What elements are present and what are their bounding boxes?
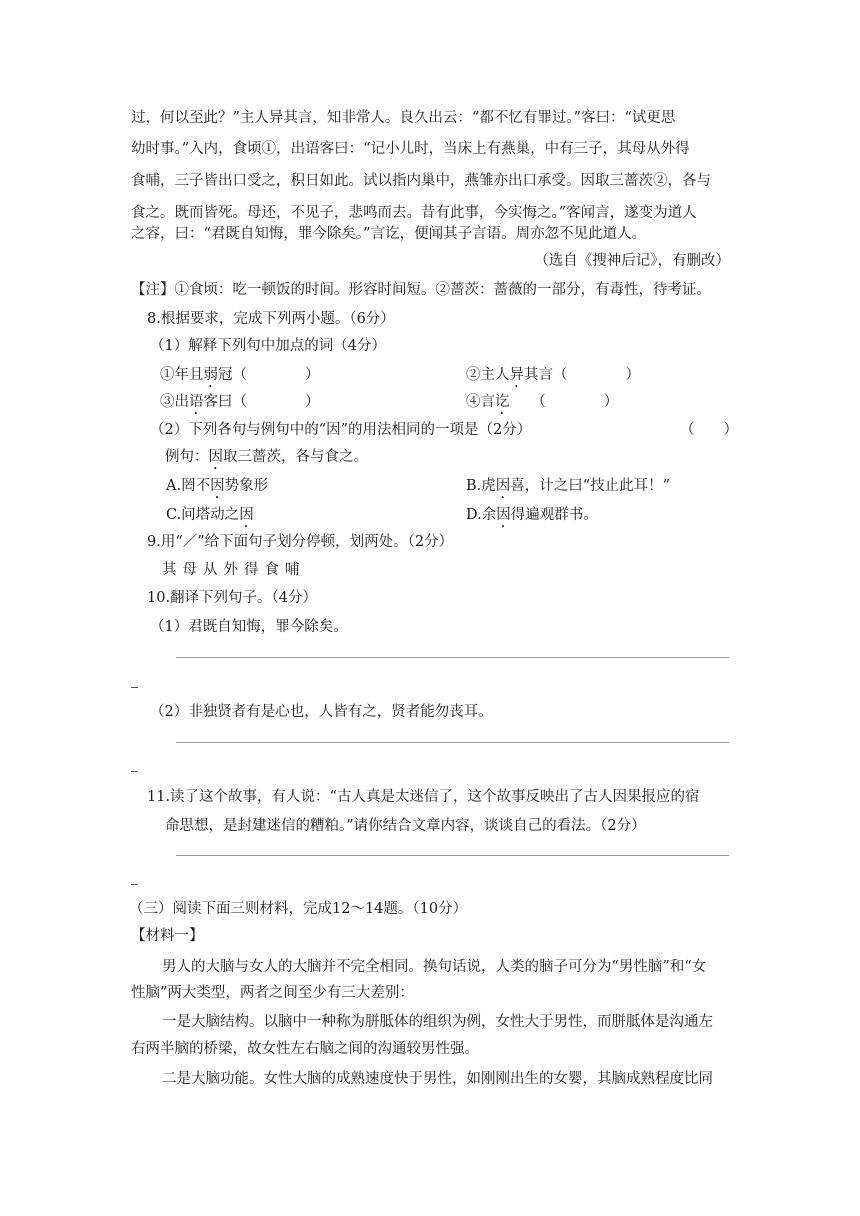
passage-note: 【注】①食顷：吃一顿饭的时间。形容时间短。②蔷茨：蔷薇的一部分，有毒性，待考证。 xyxy=(131,282,711,298)
q10-sentence-2: （2）非独贤者有是心也，人皆有之，贤者能勿丧耳。 xyxy=(150,704,493,720)
q8-title: 8.根据要求，完成下列两小题。（6分） xyxy=(147,311,395,327)
q10-answer-line-2[interactable] xyxy=(176,742,729,743)
q10-title: 10.翻译下列句子。（4分） xyxy=(147,590,318,606)
section3-title: （三）阅读下面三则材料，完成12～14题。（10分） xyxy=(129,901,468,917)
q8-option-a: A.罔不因势象形 xyxy=(166,478,269,494)
q11-answer-line[interactable] xyxy=(176,855,729,856)
passage-line-2: 幼时事。”入内，食顷①，出语客曰：“记小儿时，当床上有燕巢，中有三子，其母从外得 xyxy=(131,141,690,157)
q8-item-2: ②主人异其言（ ） xyxy=(466,367,640,383)
q8-option-d: D.余因得遍观群书。 xyxy=(466,507,598,523)
q11-line-1: 11.读了这个故事，有人说：“古人真是太迷信了，这个故事反映出了古人因果报应的宿 xyxy=(147,789,700,805)
q8-answer-paren: （ ） xyxy=(680,422,738,438)
material-1-para-3: 一是大脑结构。以脑中一种称为胼胝体的组织为例，女性大于男性，而胼胝体是沟通左 xyxy=(162,1014,713,1030)
q8-option-c: C.问塔动之因 xyxy=(166,507,254,523)
material-1-para-2: 性脑”两大类型，两者之间至少有三大差别： xyxy=(131,985,414,1001)
passage-line-3: 食哺，三子皆出口受之，积日如此。试以指内巢中，燕雏亦出口承受。因取三蔷茨②，各与 xyxy=(131,173,711,189)
material-1-para-5: 二是大脑功能。女性大脑的成熟速度快于男性，如刚刚出生的女婴，其脑成熟程度比同 xyxy=(162,1071,713,1087)
q8-sub2: （2）下列各句与例句中的“因”的用法相同的一项是（2分） xyxy=(150,422,532,438)
q8-item-1: ①年且弱冠（ ） xyxy=(160,367,320,383)
q8-example: 例句：因取三蔷茨，各与食之。 xyxy=(165,449,368,465)
q8-item-3: ③出语客曰（ ） xyxy=(160,394,320,410)
q11-line-2: 命思想，是封建迷信的糟粕。”请你结合文章内容，谈谈自己的看法。（2分） xyxy=(165,818,646,834)
q10-sentence-1: （1）君既自知悔，罪今除矣。 xyxy=(150,619,348,635)
q8-sub1: （1）解释下列句中加点的词（4分） xyxy=(150,338,386,354)
q9-sentence: 其母从外得食哺 xyxy=(162,562,306,578)
q10-answer-line-1[interactable] xyxy=(176,657,729,658)
material-1-para-4: 右两半脑的桥梁，故女性左右脑之间的沟通较男性强。 xyxy=(131,1041,479,1057)
q11-dash xyxy=(131,884,138,885)
passage-line-1: 过，何以至此？”主人异其言，知非常人。良久出云：“都不忆有罪过。”客曰：“试更思 xyxy=(131,110,676,126)
passage-source: （选自《搜神后记》，有删改） xyxy=(534,253,730,269)
material-1-heading: 【材料一】 xyxy=(131,928,204,944)
q9-title: 9.用“／”给下面句子划分停顿，划两处。（2分） xyxy=(147,534,454,550)
passage-line-5: 之容，曰：“君既自知悔，罪今除矣。”言讫，便闻其子言语。周亦忽不见此道人。 xyxy=(131,226,647,242)
q10-dash-1 xyxy=(131,687,138,688)
q10-dash-2 xyxy=(131,771,138,772)
q8-option-b: B.虎因喜，计之曰“技止此耳！” xyxy=(466,478,671,494)
passage-line-4: 食之。既而皆死。母还，不见子，悲鸣而去。昔有此事，今实悔之。”客闻言，遂变为道人 xyxy=(131,205,697,221)
material-1-para-1: 男人的大脑与女人的大脑并不完全相同。换句话说，人类的脑子可分为“男性脑”和“女 xyxy=(162,959,707,975)
q8-item-4: ④言讫 （ ） xyxy=(466,394,619,410)
